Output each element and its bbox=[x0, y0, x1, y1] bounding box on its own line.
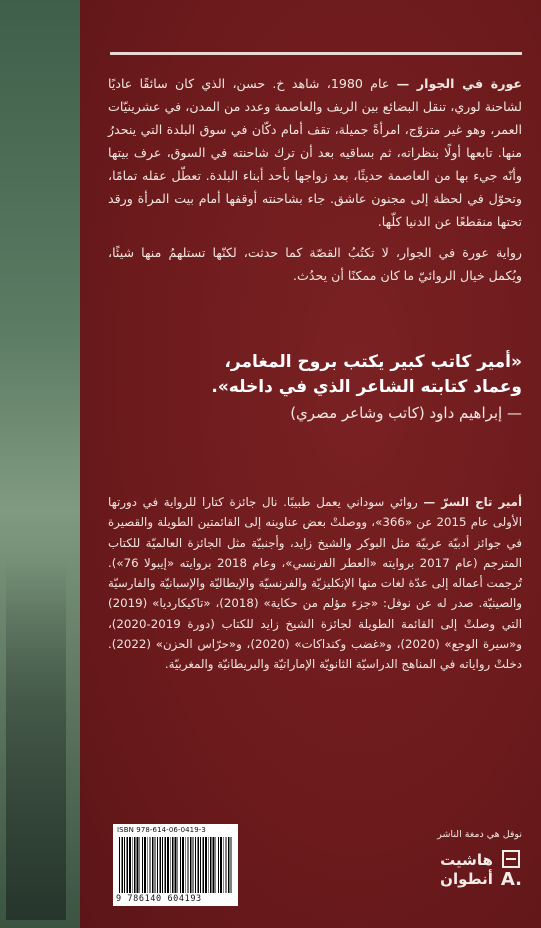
top-divider bbox=[110, 52, 522, 55]
spine-image-strip bbox=[0, 0, 80, 928]
hachette-h-icon bbox=[502, 850, 520, 868]
isbn-barcode bbox=[113, 824, 238, 906]
publisher-imprint bbox=[292, 828, 522, 889]
synopsis-blurb bbox=[108, 72, 522, 295]
barcode-bars bbox=[119, 837, 232, 893]
publisher-names bbox=[440, 851, 493, 889]
publisher-name-1: هاشيت bbox=[440, 850, 493, 869]
author-bio-text: روائي سوداني يعمل طبيبًا. نال جائزة كتارا للرواية في دورتها الأولى عام 2015 عن «366»، ووصلتْ بعض عناوينه إلى القائمتين الطويلة والقصيرة في جوائز أدبيّة عربيّة مثل البوكر والشيخ زايد، وأجنبيّة مثل الجائزة العالميّة للكتاب المترجم (عام 2017 بروايته «العطر الفرنسي»، وعام 2018 بروايته «إيبولا 76»). تُرجمت أعماله إلى عدّة لغات منها الإنكليزيّة والفرنسيّة والإيطاليّة والإسبانيّة والفارسيّة والصينيّة. صدر له عن نوفل: «جزء مؤلم من حكاية» (2018)، «تاكيكارديا» (2019) التي وصلتْ إلى القائمة الطويلة لجائزة الشيخ زايد للكتاب (دورة 2019-2020)، و«سيرة الوجع» (2020)، و«غضب وكنداكات» (2020)، و«حرّاس الحزن» (2022). دخلتْ رواياته في المناهج الدراسيّة الثانويّة الإماراتيّة والبريطانيّة والمغربيّة. bbox=[107, 495, 522, 672]
synopsis-paragraph-2: رواية عورة في الجوار، لا تكتُبُ القصّة كما حدثت، لكنّها تستلهمُ منها شيئًا، ويُكمل خيال الروائيّ ما كان ممكنًا أن يحدُث. bbox=[108, 245, 522, 283]
book-title-lead: عورة في الجوار — bbox=[396, 76, 522, 91]
publisher-logo-icon bbox=[501, 850, 522, 889]
publisher-name-2: أنطوان bbox=[440, 869, 493, 888]
author-name-lead: أمير تاج السرّ — bbox=[423, 495, 523, 509]
quote-line-2: وعماد كتابته الشاعر الذي في داخله». bbox=[211, 377, 522, 397]
synopsis-paragraph-1 bbox=[108, 72, 522, 233]
imprint-note: نوفل هي دمغة الناشر bbox=[437, 829, 522, 840]
synopsis-text: عام 1980، شاهد خ. حسن، الذي كان سائقًا عاديًا لشاحنة لوري، تنقل البضائع بين الريف والعاصمة وعدد من المدن، في عشرينيّات العمر، وهو غير متزوّج، امرأةً جميلة، تقف أمام دكّان في سوق البلدة التي ينحدرُ منها. تابعها أولًا بنظراته، ثم بساقيه بعد أن ترك شاحنته في السوق، عرف بيتها وأنّه جيء بها من العاصمة حديثًا، بعد زواجها بأحد أبناء البلدة. تعطّل عقله تمامًا، وتحوّل في لحظة إلى مجنون عاشق. جاء بشاحنته أوقفها أمام بيت المرأة ورقد تحتها منقطعًا عن الدنيا كلّها. bbox=[108, 76, 522, 229]
quote-attribution: — إبراهيم داود (كاتب وشاعر مصري) bbox=[290, 404, 522, 422]
isbn-label: ISBN 978-614-06-0419-3 bbox=[117, 826, 206, 834]
author-bio bbox=[108, 492, 522, 675]
barcode-digits: 9 786140 604193 bbox=[116, 894, 202, 904]
quote-line-1: «أمير كاتب كبير يكتب بروح المغامر، bbox=[224, 352, 522, 372]
endorsement-quote bbox=[108, 350, 522, 426]
antoine-a-icon: A. bbox=[500, 869, 522, 890]
publisher-logo-row bbox=[292, 850, 522, 889]
